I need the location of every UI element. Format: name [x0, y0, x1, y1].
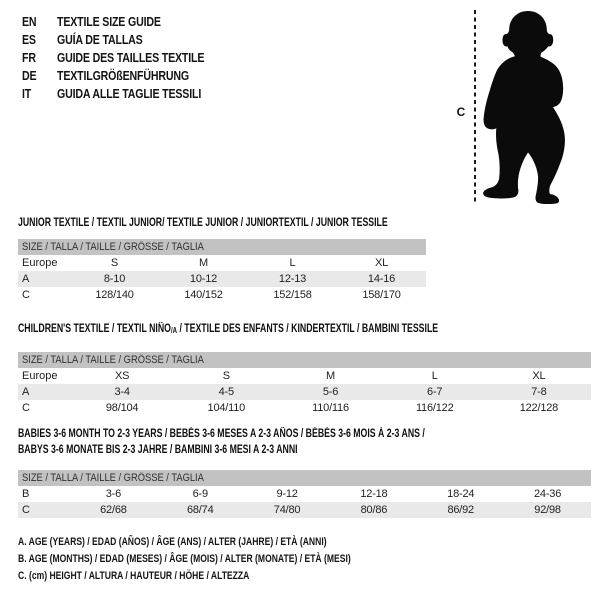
height-cell: 158/170: [362, 289, 401, 301]
language-row-es: [22, 31, 230, 49]
row-label: C: [22, 402, 30, 414]
row-label: B: [22, 488, 30, 500]
table-row-height: [18, 502, 591, 518]
table-header: SIZE / TALLA / TAILLE / GRÖSSE / TAGLIA: [18, 352, 591, 368]
legend-footnotes: [18, 536, 445, 587]
age-cell: 24-36: [533, 488, 562, 500]
section-title-junior: JUNIOR TEXTILE / TEXTIL JUNIOR/ TEXTILE JUNIOR / JUNIORTEXTIL / JUNIOR TESSILE: [18, 217, 388, 229]
size-cell: XL: [532, 370, 546, 382]
age-cell: 18-24: [447, 488, 475, 500]
row-label: Europe: [22, 257, 58, 269]
size-cell: S: [110, 257, 119, 269]
table-row-age-months: [18, 486, 591, 502]
height-dashed-line: [474, 10, 476, 203]
table-row-age: [18, 271, 426, 287]
height-cell: 110/116: [312, 402, 349, 414]
language-row-it: [22, 85, 230, 103]
height-cell: 98/104: [105, 402, 139, 414]
size-table-babies: [18, 470, 591, 518]
age-cell: 7-8: [531, 386, 547, 398]
height-cell: 122/128: [519, 402, 559, 414]
age-cell: 12-13: [278, 273, 307, 285]
table-row-europe: [18, 255, 426, 271]
language-code: EN: [22, 15, 37, 29]
size-cell: L: [289, 257, 296, 269]
language-title: TEXTILE SIZE GUIDE: [57, 15, 161, 29]
age-cell: 14-16: [367, 273, 396, 285]
age-cell: 5-6: [322, 386, 339, 398]
language-row-fr: [22, 49, 230, 67]
age-cell: 4-5: [218, 386, 234, 398]
language-code: DE: [22, 69, 37, 83]
language-code: ES: [22, 33, 36, 47]
size-table-children: [18, 352, 591, 416]
age-cell: 6-7: [427, 386, 443, 398]
height-cell: 74/80: [273, 504, 301, 516]
height-cell: 80/86: [360, 504, 388, 516]
table-row-height: [18, 400, 591, 416]
language-title: GUIDE DES TAILLES TEXTILE: [57, 51, 205, 65]
section-title-babies: BABIES 3-6 MONTH TO 2-3 YEARS / BEBÉS 3-6 MESES A 2-3 AÑOS / BÉBÉS 3-6 MOIS À 2-3 ANS / BABYS 3-6 MONATE BIS 2-3 JAHRE / BAMBINI 3-6 MESI A 2-3 ANNI: [18, 428, 425, 456]
language-title-list: [22, 13, 230, 103]
language-title: GUÍA DE TALLAS: [57, 33, 143, 47]
language-title: GUIDA ALLE TAGLIE TESSILI: [57, 87, 202, 101]
height-cell: 116/122: [415, 402, 454, 414]
age-cell: 3-6: [105, 488, 122, 500]
height-cell: 86/92: [447, 504, 474, 516]
size-cell: M: [199, 257, 208, 269]
table-row-height: [18, 287, 426, 303]
language-row-de: [22, 67, 230, 85]
row-label: A: [22, 273, 30, 285]
language-code: FR: [22, 51, 36, 65]
footnote-c: C. (cm) HEIGHT / ALTURA / HAUTEUR / HÖHE / ALTEZZA: [18, 570, 250, 582]
height-cell: 128/140: [95, 289, 134, 301]
height-cell: 104/110: [207, 402, 246, 414]
row-label: C: [22, 289, 30, 301]
size-cell: M: [326, 370, 335, 382]
age-cell: 12-18: [360, 488, 388, 500]
language-row-en: [22, 13, 230, 31]
footnote-b: B. AGE (MONTHS) / EDAD (MESES) / ÂGE (MOIS) / ALTER (MONATE) / ETÀ (MESI): [18, 553, 351, 565]
baby-silhouette-icon: [478, 8, 578, 206]
age-cell: 10-12: [189, 273, 218, 285]
language-title: TEXTILGRÖßENFÜHRUNG: [57, 69, 189, 83]
height-cell: 68/74: [186, 504, 214, 516]
language-code: IT: [22, 87, 32, 101]
table-row-age: [18, 384, 591, 400]
height-cell: 152/158: [273, 289, 312, 301]
size-table-junior: [18, 239, 426, 303]
age-cell: 8-10: [103, 273, 126, 285]
height-cell: 62/68: [100, 504, 127, 516]
height-cell: 92/98: [534, 504, 561, 516]
section-title-children: CHILDREN'S TEXTILE / TEXTIL NIÑO/A / TEXTILE DES ENFANTS / KINDERTEXTIL / BAMBINI TESSILE: [18, 323, 439, 335]
age-cell: 6-9: [192, 488, 208, 500]
row-label: C: [22, 504, 30, 516]
footnote-a: A. AGE (YEARS) / EDAD (AÑOS) / ÂGE (ANS) / ALTER (JAHRE) / ETÀ (ANNI): [18, 536, 327, 548]
table-row-europe: [18, 368, 591, 384]
size-cell: XL: [374, 257, 389, 269]
row-label: Europe: [22, 370, 58, 382]
table-header: SIZE / TALLA / TAILLE / GRÖSSE / TAGLIA: [18, 239, 426, 255]
size-cell: S: [222, 370, 230, 382]
age-cell: 3-4: [114, 386, 130, 398]
table-header: SIZE / TALLA / TAILLE / GRÖSSE / TAGLIA: [18, 470, 591, 486]
height-cell: 140/152: [184, 289, 223, 301]
row-label: A: [22, 386, 30, 398]
age-cell: 9-12: [276, 488, 298, 500]
size-cell: XS: [114, 370, 130, 382]
size-cell: L: [431, 370, 438, 382]
height-measure-label: C: [456, 105, 466, 119]
